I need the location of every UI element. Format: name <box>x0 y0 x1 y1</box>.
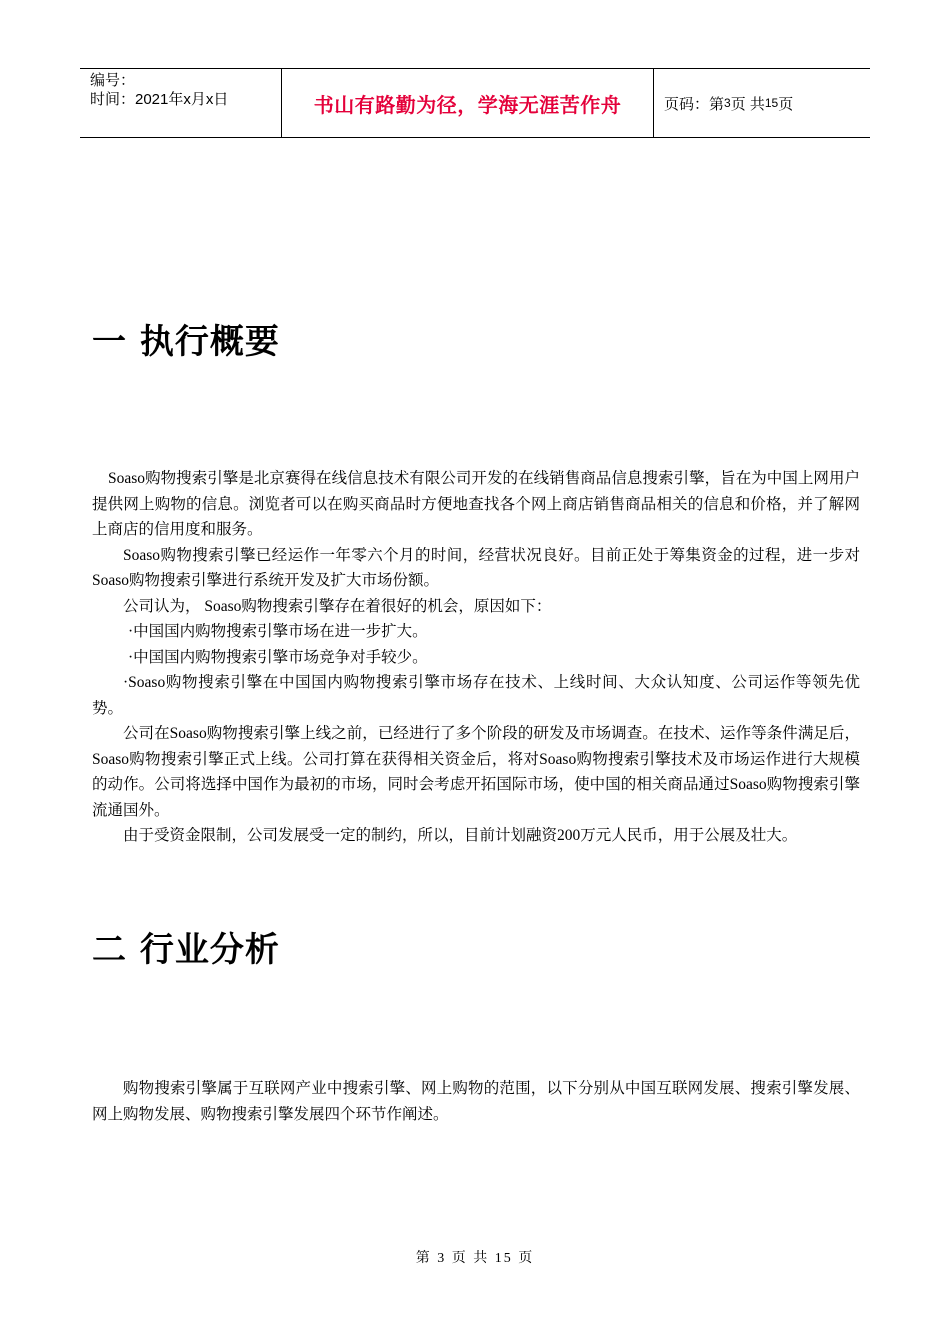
section-title-industry-analysis: 二 行业分析 <box>92 930 280 970</box>
page-footer: 第 3 页 共 15 页 <box>415 1251 535 1266</box>
page-total: 15 <box>764 96 779 110</box>
page-label-suffix: 页 <box>778 95 794 113</box>
document-time-label: 时间：2021年x月x日 <box>90 91 229 108</box>
page-current: 3 <box>724 96 731 110</box>
header-page-info <box>654 69 870 137</box>
paragraph: 购物搜索引擎属于互联网产业中搜索引擎、网上购物的范围，以下分别从中国互联网发展、搜索引擎发展、网上购物发展、购物搜索引擎发展四个环节作阐述。 <box>92 1080 860 1123</box>
page-label-prefix: 页码：第 <box>664 95 725 113</box>
page-header <box>80 68 870 138</box>
paragraph: Soaso购物搜索引擎已经运作一年零六个月的时间，经营状况良好。目前正处于筹集资金的过程，进一步对Soaso购物搜索引擎进行系统开发及扩大市场份额。 <box>92 546 860 589</box>
section-title-executive-summary: 一 执行概要 <box>92 322 280 362</box>
page-label-mid: 页 共 <box>730 95 765 113</box>
paragraph: 公司认为， Soaso购物搜索引擎存在着很好的机会，原因如下： <box>123 597 552 615</box>
header-motto: 书山有路勤为径，学海无涯苦作舟 <box>282 69 654 137</box>
header-meta <box>80 69 282 137</box>
section-body-industry-analysis <box>92 1076 860 1127</box>
document-number-label: 编号： <box>90 72 136 89</box>
section-body-executive-summary <box>92 466 860 849</box>
paragraph: 公司在Soaso购物搜索引擎上线之前，已经进行了多个阶段的研发及市场调查。在技术、运作等条件满足后，Soaso购物搜索引擎正式上线。公司打算在获得相关资金后，将对Soaso购物搜索引擎技术及市场运作进行大规模的动作。公司将选择中国作为最初的市场，同时会考虑开拓国际市场，使中国的相关商品通过Soaso购物搜索引擎流通国外。 <box>92 725 860 819</box>
paragraph: Soaso购物搜索引擎是北京赛得在线信息技术有限公司开发的在线销售商品信息搜索引擎，旨在为中国上网用户提供网上购物的信息。浏览者可以在购买商品时方便地查找各个网上商店销售商品相关的信息和价格，并了解网上商店的信用度和服务。 <box>92 470 860 538</box>
paragraph: 由于受资金限制，公司发展受一定的制约，所以，目前计划融资200万元人民币，用于公展及壮大。 <box>123 827 798 844</box>
bullet-item: ·中国国内购物搜索引擎市场竞争对手较少。 <box>128 648 428 666</box>
bullet-item: ·Soaso购物搜索引擎在中国国内购物搜索引擎市场存在技术、上线时间、大众认知度、公司运作等领先优势。 <box>92 674 860 717</box>
bullet-item: ·中国国内购物搜索引擎市场在进一步扩大。 <box>128 623 428 640</box>
